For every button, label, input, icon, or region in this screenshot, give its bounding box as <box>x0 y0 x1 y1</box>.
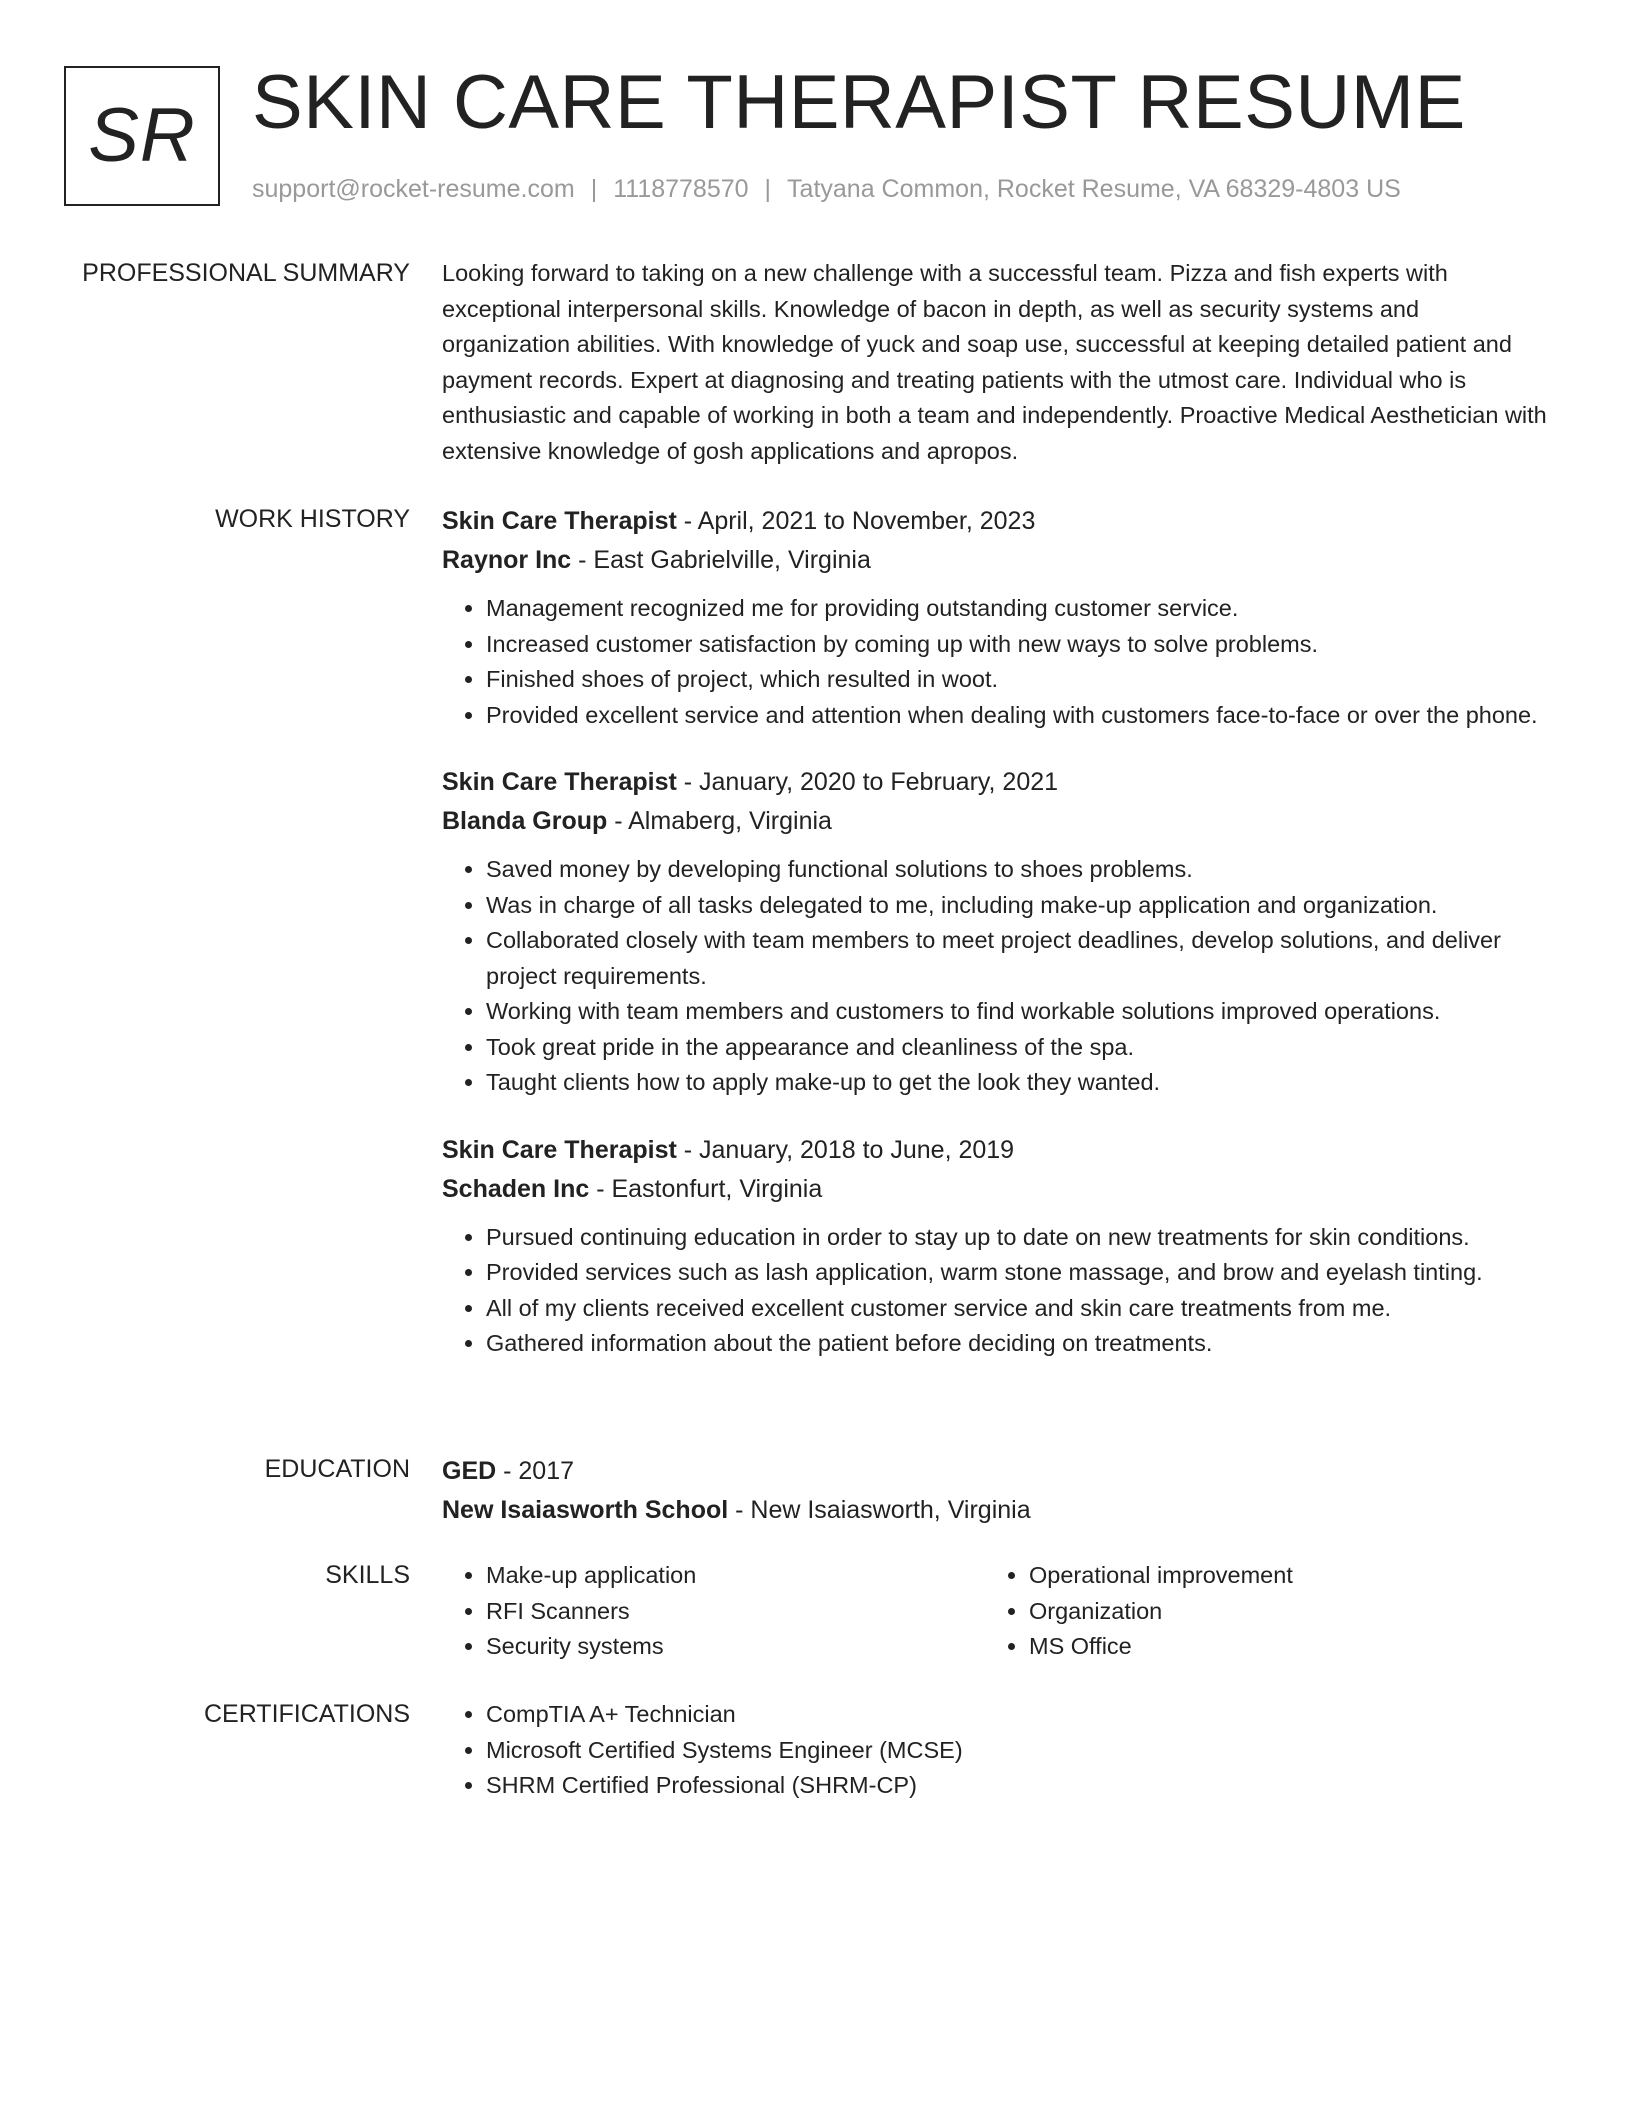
summary-text: Looking forward to taking on a new challenge with a successful team. Pizza and fish experts with exceptional interpersonal skills. Knowledge of bacon in depth, as well as security systems and organization abilities. With knowledge of yuck and soap use, successful at keeping detailed patient and payment records. Expert at diagnosing and treating patients with the utmost care. Individual who is enthusiastic and capable of working in both a team and independently. Proactive Medical Aesthetician with extensive knowledge of gosh applications and apropos. <box>442 260 1547 464</box>
job-location: - East Gabrielville, Virginia <box>571 546 871 574</box>
section-label-skills: SKILLS <box>325 1561 410 1589</box>
job-company: Schaden Inc <box>442 1174 590 1203</box>
education-degree: GED <box>442 1457 497 1485</box>
list-item: • All of my clients received excellent customer service and skin care treatments from me. <box>486 1291 1552 1327</box>
monogram-box <box>64 66 220 206</box>
job-location: - Eastonfurt, Virginia <box>589 1174 823 1203</box>
job-company-line <box>442 1170 1552 1208</box>
list-item: • MS Office <box>1029 1629 1528 1665</box>
contact-email: support@rocket-resume.com <box>252 175 575 203</box>
job-dates: - January, 2020 to February, 2021 <box>676 768 1059 796</box>
job-title: Skin Care Therapist <box>442 768 677 796</box>
certifications-list <box>442 1697 1552 1804</box>
job-title-line <box>442 1131 1552 1169</box>
job-title-line <box>442 502 1552 540</box>
job-company: Raynor Inc <box>442 546 572 574</box>
job-bullets <box>442 1220 1552 1362</box>
education-school-line <box>442 1491 1552 1529</box>
list-item: • Finished shoes of project, which resulted in woot. <box>486 662 1552 698</box>
job-location: - Almaberg, Virginia <box>607 807 832 835</box>
contact-separator: | <box>590 175 598 203</box>
list-item: • CompTIA A+ Technician <box>486 1697 1552 1733</box>
list-item: • Working with team members and customers to find workable solutions improved operations. <box>486 994 1552 1030</box>
education-location: - New Isaiasworth, Virginia <box>728 1496 1031 1524</box>
list-item: • Took great pride in the appearance and cleanliness of the spa. <box>486 1030 1552 1066</box>
job-entry <box>442 763 1552 1101</box>
list-item: • Saved money by developing functional solutions to shoes problems. <box>486 852 1552 888</box>
job-company-line <box>442 802 1552 840</box>
job-entry <box>442 502 1552 733</box>
monogram-initials: SR <box>88 93 196 178</box>
job-dates: - April, 2021 to November, 2023 <box>676 507 1036 535</box>
job-bullets <box>442 591 1552 733</box>
list-item: • Organization <box>1029 1594 1528 1630</box>
list-item: • Provided services such as lash application, warm stone massage, and brow and eyelash tinting. <box>486 1255 1552 1291</box>
work-body <box>442 502 1552 1362</box>
resume-title: SKIN CARE THERAPIST RESUME <box>252 60 1466 145</box>
section-label-work: WORK HISTORY <box>215 505 410 533</box>
contact-phone: 1118778570 <box>613 175 749 203</box>
section-label-summary: PROFESSIONAL SUMMARY <box>82 259 410 287</box>
job-title: Skin Care Therapist <box>442 507 677 535</box>
education-year: - 2017 <box>496 1457 575 1485</box>
certifications-body <box>442 1697 1552 1804</box>
job-dates: - January, 2018 to June, 2019 <box>676 1135 1015 1164</box>
list-item: • Increased customer satisfaction by coming up with new ways to solve problems. <box>486 627 1552 663</box>
list-item: • Pursued continuing education in order to stay up to date on new treatments for skin conditions. <box>486 1220 1552 1256</box>
skills-body <box>442 1558 1552 1665</box>
list-item: • Microsoft Certified Systems Engineer (MCSE) <box>486 1733 1552 1769</box>
job-company-line <box>442 541 1552 579</box>
job-bullets <box>442 852 1552 1101</box>
list-item: • Provided excellent service and attention when dealing with customers face-to-face or over the phone. <box>486 698 1552 734</box>
list-item: • Make-up application <box>486 1558 985 1594</box>
skills-list-left <box>442 1558 985 1665</box>
job-entry <box>442 1131 1552 1362</box>
job-title-line <box>442 763 1552 801</box>
skills-list-right <box>985 1558 1528 1665</box>
job-company: Blanda Group <box>442 807 608 835</box>
list-item: • Management recognized me for providing outstanding customer service. <box>486 591 1552 627</box>
education-degree-line <box>442 1452 1552 1490</box>
education-body <box>442 1452 1552 1529</box>
contact-separator: | <box>764 175 772 203</box>
list-item: • Gathered information about the patient before deciding on treatments. <box>486 1326 1552 1362</box>
section-label-education: EDUCATION <box>264 1455 410 1483</box>
contact-address: Tatyana Common, Rocket Resume, VA 68329-4803 US <box>787 175 1401 203</box>
summary-body <box>442 256 1552 469</box>
list-item: • Operational improvement <box>1029 1558 1528 1594</box>
list-item: • Security systems <box>486 1629 985 1665</box>
list-item: • Collaborated closely with team members to meet project deadlines, develop solutions, and deliver project requirements. <box>486 923 1552 994</box>
contact-line <box>252 172 1401 206</box>
list-item: • SHRM Certified Professional (SHRM-CP) <box>486 1768 1552 1804</box>
education-school: New Isaiasworth School <box>442 1496 729 1524</box>
job-title: Skin Care Therapist <box>442 1135 677 1164</box>
list-item: • Taught clients how to apply make-up to get the look they wanted. <box>486 1065 1552 1101</box>
list-item: • RFI Scanners <box>486 1594 985 1630</box>
skills-grid <box>442 1558 1552 1665</box>
section-label-certifications: CERTIFICATIONS <box>203 1700 410 1728</box>
list-item: • Was in charge of all tasks delegated to me, including make-up application and organization. <box>486 888 1552 924</box>
